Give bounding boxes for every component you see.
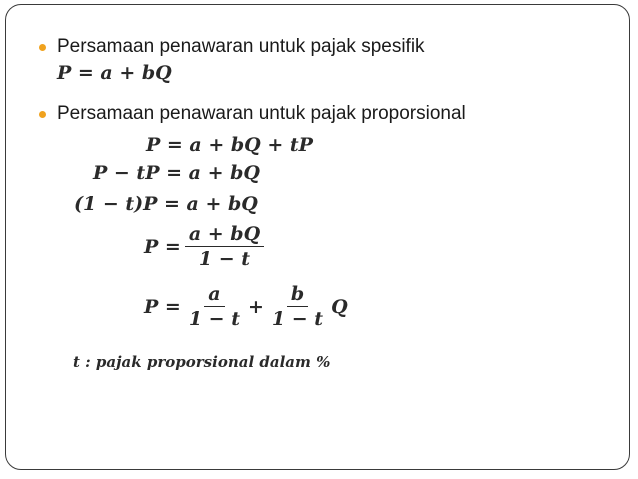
derivation-line-4 xyxy=(144,222,268,271)
fraction-denominator: 1 − t xyxy=(198,248,251,270)
bullet-item-specific-tax xyxy=(39,36,425,58)
bullet-dot-icon xyxy=(39,111,46,118)
bullet-dot-icon xyxy=(39,44,46,51)
fraction-a-plus-bq-over-1-minus-t xyxy=(185,222,264,271)
bullet-text-specific-tax: Persamaan penawaran untuk pajak spesifik xyxy=(57,36,425,57)
bullet-item-proportional-tax xyxy=(39,103,466,125)
note-t-definition: t : pajak proporsional dalam % xyxy=(73,353,331,371)
fraction-numerator: b xyxy=(287,282,308,307)
formula-specific-tax: P = a + bQ xyxy=(57,62,172,84)
bullet-text-proportional-tax: Persamaan penawaran untuk pajak proporsional xyxy=(57,103,466,124)
variable-q: Q xyxy=(331,295,348,318)
derivation-line-3: (1 − t)P = a + bQ xyxy=(74,193,258,215)
derivation-line-4-lhs: P = xyxy=(144,235,181,258)
fraction-numerator: a xyxy=(204,282,224,307)
plus-sign: + xyxy=(247,295,264,318)
fraction-denominator: 1 − t xyxy=(271,308,324,330)
derivation-line-2: P − tP = a + bQ xyxy=(93,162,260,184)
fraction-b-over-1-minus-t xyxy=(268,282,327,331)
derivation-line-1: P = a + bQ + tP xyxy=(146,134,313,156)
derivation-line-5-lhs: P = xyxy=(144,295,181,318)
fraction-a-over-1-minus-t xyxy=(185,282,244,331)
fraction-numerator: a + bQ xyxy=(185,222,264,247)
fraction-denominator: 1 − t xyxy=(188,308,240,330)
derivation-line-5 xyxy=(144,282,348,331)
